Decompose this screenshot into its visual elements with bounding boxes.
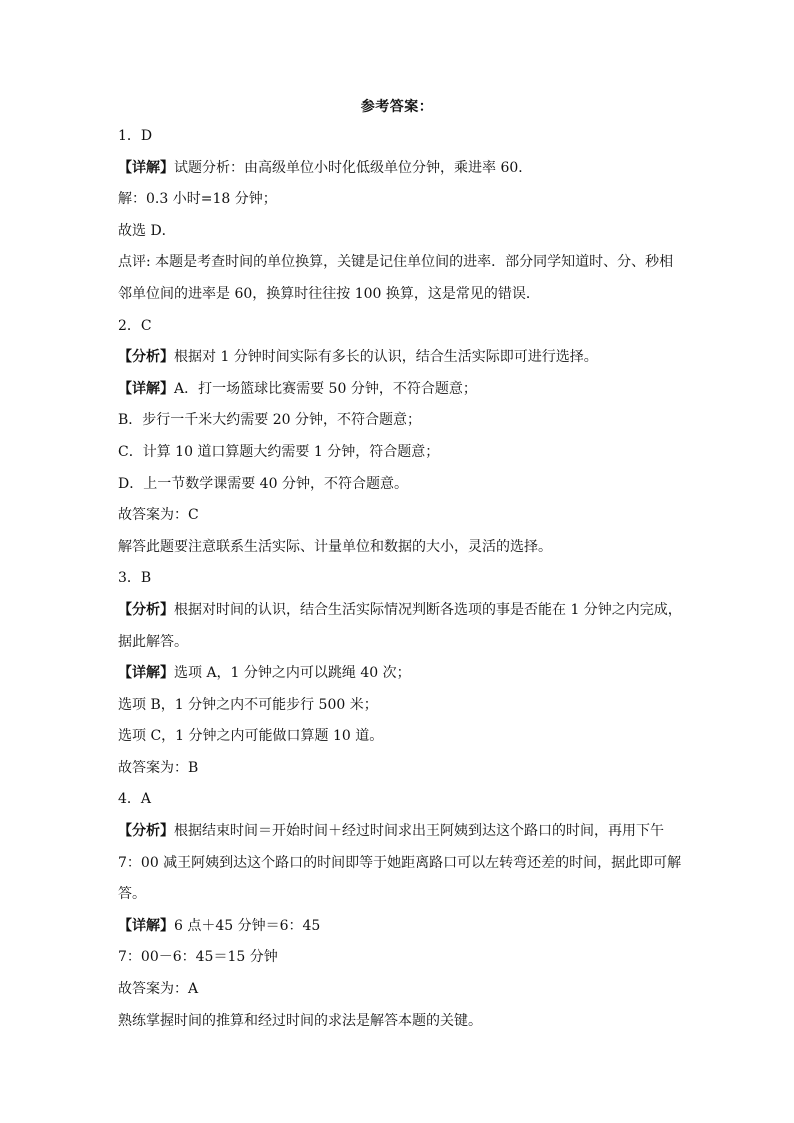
line-text: 3．B [118,570,152,587]
text-line [118,469,684,501]
line-text: 故答案为：A [118,981,199,998]
line-text: 根据结束时间＝开始时间＋经过时间求出王阿姨到达这个路口的时间，再用下午 [174,823,664,840]
text-line [118,753,684,785]
text-line [118,279,684,311]
line-text: 故选 D． [118,222,176,239]
line-text: 7：00 减王阿姨到达这个路口的时间即等于她距离路口可以左转弯还差的时间，据此即可解 [118,854,682,871]
line-text: 故答案为：B [118,759,199,776]
line-text: 7：00－6：45＝15 分钟 [118,949,278,966]
text-line [118,1006,684,1038]
line-text: 熟练掌握时间的推算和经过时间的求法是解答本题的关键。 [118,1012,482,1029]
line-text: 1．D [118,128,153,144]
line-text: 6 点＋45 分钟＝6：45 [174,917,321,934]
section-tag: 【分析】 [118,823,174,840]
page-title: 参考答案： [360,99,434,115]
text-line [118,627,684,659]
line-text: 故答案为：C [118,507,199,524]
text-line [118,247,684,279]
text-line [118,721,684,753]
text-line [118,532,684,564]
section-tag: 【详解】 [118,665,174,682]
text-line [118,595,684,627]
text-line [118,342,684,374]
line-text: 选项 A，1 分钟之内可以跳绳 40 次； [174,665,411,682]
section-tag: 【分析】 [118,349,174,366]
text-line [118,911,684,943]
line-text: 2．C [118,317,152,334]
section-tag: 【分析】 [118,601,174,618]
text-line [118,848,684,880]
section-tag: 【详解】 [118,917,174,934]
line-text: D．上一节数学课需要 40 分钟，不符合题意。 [118,475,408,492]
line-text: A．打一场篮球比赛需要 50 分钟，不符合题意； [174,380,477,397]
text-line [118,184,684,216]
answer-content [118,121,684,1037]
line-text: 点评: 本题是考查时间的单位换算，关键是记住单位间的进率．部分同学知道时、分、秒相 [118,254,674,271]
line-text: 根据对 1 分钟时间实际有多长的认识，结合生活实际即可进行选择。 [174,349,598,366]
text-line [118,563,684,595]
line-text: 根据对时间的认识，结合生活实际情况判断各选项的事是否能在 1 分钟之内完成， [174,601,682,618]
line-text: 选项 B，1 分钟之内不可能步行 500 米； [118,696,378,713]
text-line [118,311,684,343]
text-line [118,405,684,437]
line-text: 试题分析：由高级单位小时化低级单位分钟，乘进率 60． [174,159,533,176]
text-line [118,942,684,974]
line-text: 解：0.3 小时=18 分钟； [118,191,277,208]
line-text: 据此解答。 [118,633,188,650]
text-line [118,974,684,1006]
text-line [118,879,684,911]
line-text: 答。 [118,886,146,903]
section-tag: 【详解】 [118,380,174,397]
text-line [118,690,684,722]
text-line [118,153,684,185]
line-text: 4．A [118,791,152,808]
text-line [118,784,684,816]
line-text: 邻单位间的进率是 60，换算时往往按 100 换算，这是常见的错误． [118,285,540,302]
line-text: 解答此题要注意联系生活实际、计量单位和数据的大小，灵活的选择。 [118,538,552,555]
text-line [118,216,684,248]
text-line [118,816,684,848]
section-tag: 【详解】 [118,159,174,176]
text-line [118,437,684,469]
text-line [118,374,684,406]
line-text: B．步行一千米大约需要 20 分钟，不符合题意； [118,412,422,429]
line-text: 选项 C，1 分钟之内可能做口算题 10 道。 [118,728,384,745]
text-line [118,121,684,153]
text-line [118,658,684,690]
text-line [118,500,684,532]
line-text: C．计算 10 道口算题大约需要 1 分钟，符合题意； [118,443,440,460]
